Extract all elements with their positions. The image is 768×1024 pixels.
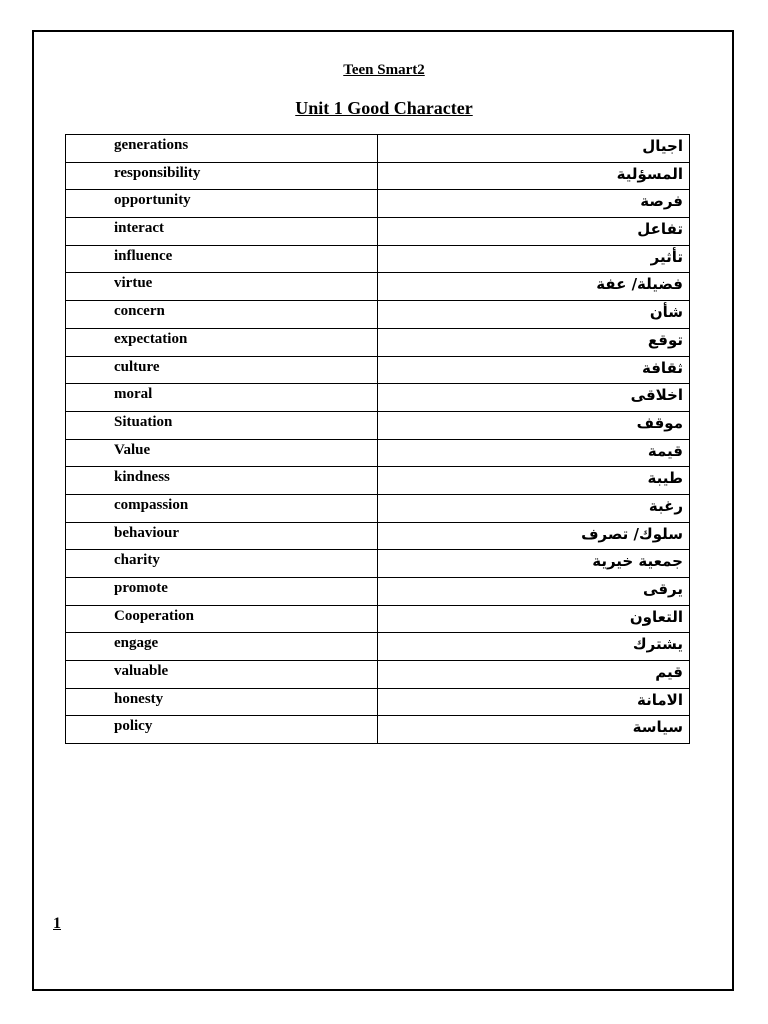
- arabic-translation: اجيال: [378, 135, 690, 163]
- arabic-translation: سياسة: [378, 716, 690, 744]
- english-word: Situation: [66, 411, 378, 439]
- table-row: [66, 135, 690, 163]
- table-row: [66, 550, 690, 578]
- vocabulary-table: [65, 134, 690, 744]
- arabic-translation: رغبة: [378, 494, 690, 522]
- arabic-translation: توقع: [378, 328, 690, 356]
- table-row: [66, 716, 690, 744]
- unit-title: Unit 1 Good Character: [295, 98, 473, 118]
- english-word: engage: [66, 633, 378, 661]
- english-word: compassion: [66, 494, 378, 522]
- table-row: [66, 245, 690, 273]
- english-word: honesty: [66, 688, 378, 716]
- arabic-translation: فضيلة/ عفة: [378, 273, 690, 301]
- table-row: [66, 411, 690, 439]
- table-row: [66, 633, 690, 661]
- english-word: policy: [66, 716, 378, 744]
- arabic-translation: موقف: [378, 411, 690, 439]
- english-word: Value: [66, 439, 378, 467]
- arabic-translation: سلوك/ تصرف: [378, 522, 690, 550]
- table-row: [66, 218, 690, 246]
- english-word: Cooperation: [66, 605, 378, 633]
- document-title: Teen Smart2: [343, 62, 425, 78]
- table-row: [66, 328, 690, 356]
- table-row: [66, 661, 690, 689]
- table-row: [66, 578, 690, 606]
- table-row: [66, 522, 690, 550]
- arabic-translation: يشترك: [378, 633, 690, 661]
- english-word: expectation: [66, 328, 378, 356]
- english-word: culture: [66, 356, 378, 384]
- table-row: [66, 162, 690, 190]
- english-word: behaviour: [66, 522, 378, 550]
- arabic-translation: قيمة: [378, 439, 690, 467]
- arabic-translation: تفاعل: [378, 218, 690, 246]
- english-word: virtue: [66, 273, 378, 301]
- english-word: moral: [66, 384, 378, 412]
- arabic-translation: طيبة: [378, 467, 690, 495]
- table-row: [66, 190, 690, 218]
- english-word: opportunity: [66, 190, 378, 218]
- table-row: [66, 605, 690, 633]
- arabic-translation: اخلاقى: [378, 384, 690, 412]
- table-row: [66, 273, 690, 301]
- arabic-translation: المسؤلية: [378, 162, 690, 190]
- table-row: [66, 439, 690, 467]
- table-row: [66, 384, 690, 412]
- english-word: charity: [66, 550, 378, 578]
- arabic-translation: قيم: [378, 661, 690, 689]
- english-word: responsibility: [66, 162, 378, 190]
- table-row: [66, 467, 690, 495]
- english-word: influence: [66, 245, 378, 273]
- table-row: [66, 494, 690, 522]
- arabic-translation: التعاون: [378, 605, 690, 633]
- arabic-translation: تأثير: [378, 245, 690, 273]
- english-word: concern: [66, 301, 378, 329]
- english-word: promote: [66, 578, 378, 606]
- arabic-translation: جمعية خيرية: [378, 550, 690, 578]
- english-word: valuable: [66, 661, 378, 689]
- page-number: 1: [53, 915, 61, 932]
- english-word: generations: [66, 135, 378, 163]
- table-row: [66, 688, 690, 716]
- english-word: kindness: [66, 467, 378, 495]
- arabic-translation: شأن: [378, 301, 690, 329]
- arabic-translation: ثقافة: [378, 356, 690, 384]
- arabic-translation: يرقى: [378, 578, 690, 606]
- arabic-translation: الامانة: [378, 688, 690, 716]
- table-row: [66, 356, 690, 384]
- table-row: [66, 301, 690, 329]
- arabic-translation: فرصة: [378, 190, 690, 218]
- english-word: interact: [66, 218, 378, 246]
